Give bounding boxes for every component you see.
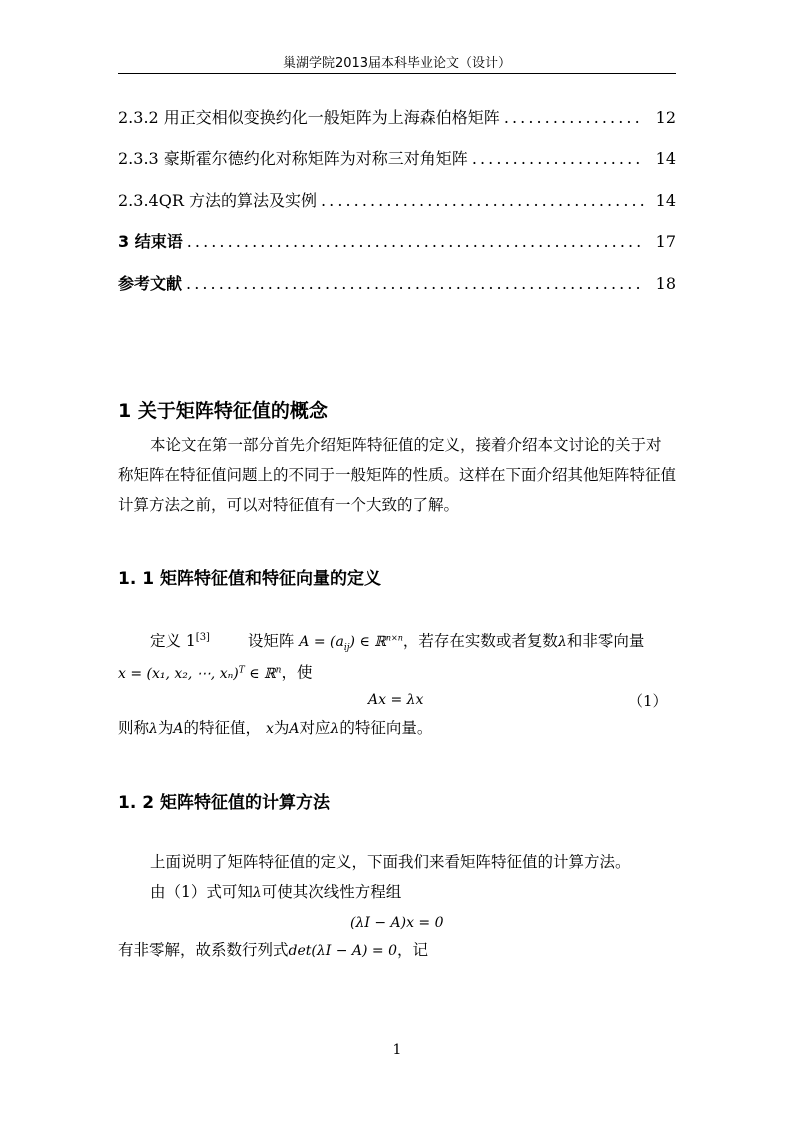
body-line: 由（1）式可知λ可使其次线性方程组 (150, 883, 402, 901)
toc-leader-dots (321, 189, 644, 213)
definition-text: ，使 (281, 663, 313, 682)
toc-entry-title: 2.3.4QR 方法的算法及实例 (118, 191, 317, 210)
toc-entry-title: 参考文献 (118, 274, 183, 293)
toc-entry-page: 18 (655, 274, 676, 293)
toc-leader-dots (187, 230, 644, 254)
toc-entry-page: 14 (655, 149, 676, 168)
running-header: 巢湖学院2013届本科毕业论文（设计） (282, 56, 512, 71)
conclusion-line: 则称λ为A的特征值， x为A对应λ的特征向量。 (118, 719, 433, 737)
definition-line (150, 626, 644, 660)
definition-text: ，若存在实数或者复数 (402, 632, 558, 651)
homogeneous-equation: (λI − A)x = 0 (350, 915, 444, 931)
header-rule (118, 73, 676, 74)
toc-entry[interactable] (118, 147, 676, 171)
vector-expression: x = (x₁, x₂, ⋯, xₙ)$^T$ ∈ ℝ$^n$ (118, 665, 282, 682)
section-paragraph: 本论文在第一部分首先介绍矩阵特征值的定义，接着介绍本文讨论的关于对称矩阵在特征值问题上的不同于一般矩阵的性质。这样在下面介绍其他矩阵特征值计算方法之前，可以对特征值有一个大致的了解。 (118, 436, 677, 514)
body-line: 有非零解，故系数行列式det(λI − A) = 0，记 (118, 941, 429, 959)
toc-entry-title: 2.3.2 用正交相似变换约化一般矩阵为上海森伯格矩阵 (118, 108, 500, 127)
equation-number: （1） (628, 692, 668, 710)
subsection-heading: 1. 1 矩阵特征值和特征向量的定义 (118, 569, 381, 589)
citation-ref: [3] (195, 632, 210, 643)
toc-entry-page: 14 (655, 191, 676, 210)
toc-entry-page: 12 (655, 108, 676, 127)
toc-entry[interactable] (118, 189, 676, 213)
toc-leader-dots (504, 106, 644, 130)
page-number: 1 (392, 1042, 402, 1058)
definition-text: 和非零向量 (566, 632, 645, 651)
toc-leader-dots (472, 147, 644, 171)
toc-entry[interactable] (118, 106, 676, 130)
subsection-heading: 1. 2 矩阵特征值的计算方法 (118, 793, 330, 813)
body-line: 上面说明了矩阵特征值的定义，下面我们来看矩阵特征值的计算方法。 (150, 853, 631, 871)
eigen-equation: Ax = λx (368, 692, 424, 708)
toc-leader-dots (186, 272, 644, 296)
definition-label: 定义 1 (150, 632, 196, 651)
toc-entry-page: 17 (655, 232, 676, 251)
section-heading: 1 关于矩阵特征值的概念 (118, 400, 328, 422)
lambda-symbol: λ (557, 634, 567, 651)
definition-text: 设矩阵 (247, 632, 295, 651)
matrix-expression: $A = (a_{ij})$ ∈ ℝ$^{n\times n}$ (299, 633, 403, 653)
toc-entry[interactable] (118, 230, 676, 254)
toc-entry-title: 2.3.3 豪斯霍尔德约化对称矩阵为对称三对角矩阵 (118, 149, 468, 168)
toc-entry-title: 3 结束语 (118, 232, 183, 251)
vector-line (118, 658, 312, 686)
toc-entry[interactable] (118, 272, 676, 296)
